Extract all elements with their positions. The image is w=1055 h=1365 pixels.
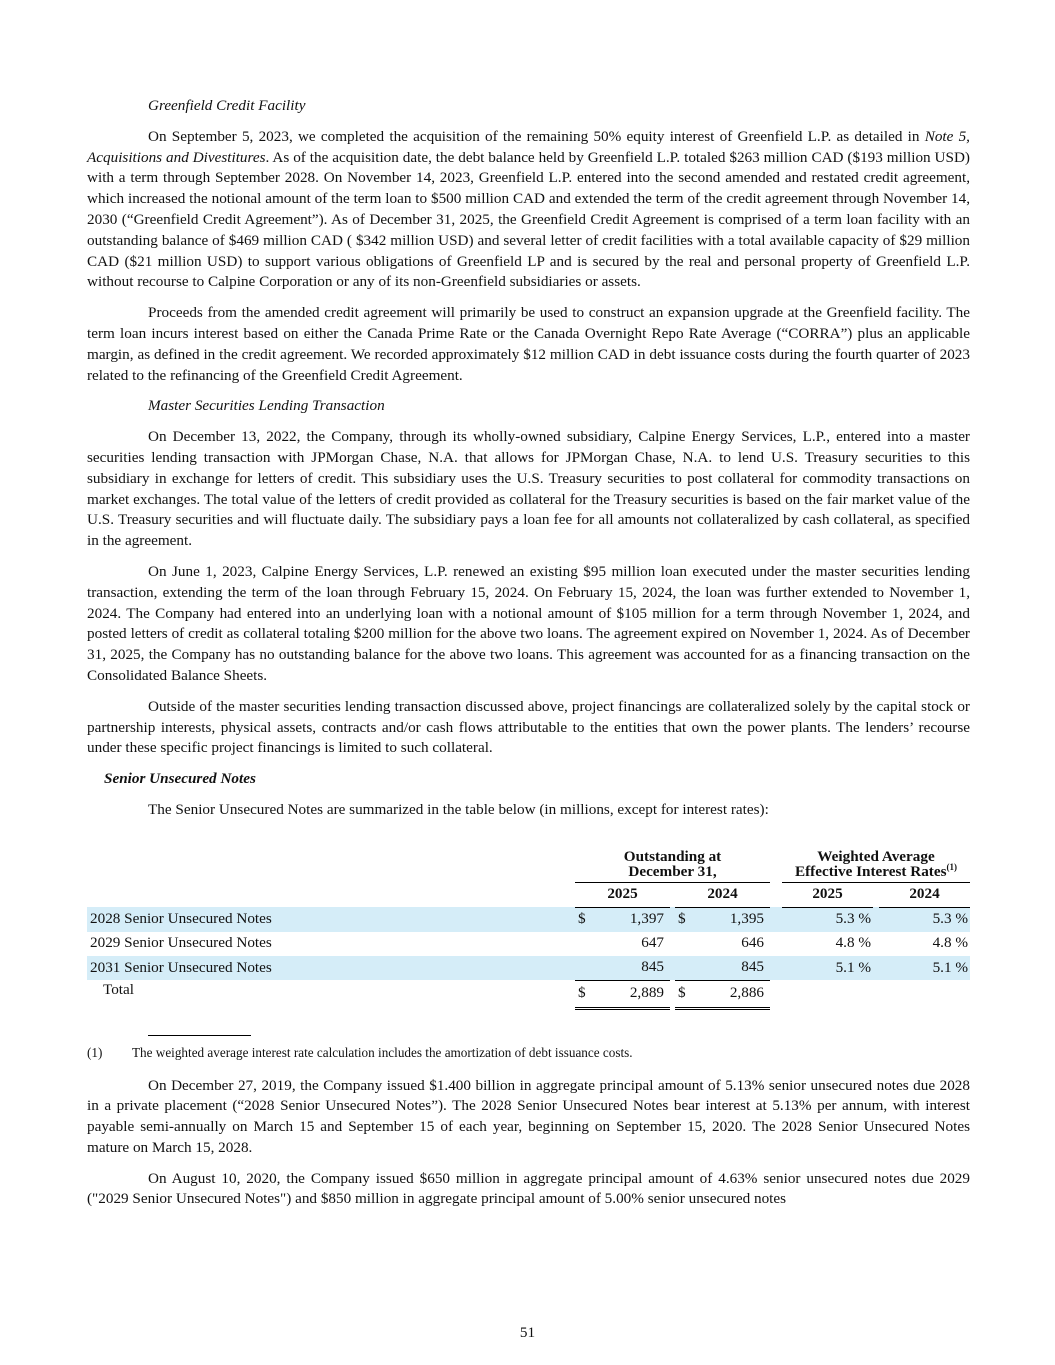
greenfield-paragraph-2: Proceeds from the amended credit agreement will primarily be used to construct an expansion upgrade at the Greenfield facility. The term loan incurs interest based on either the Canada Prime Rate or the Canada Overnight Repo Rate Average (“CORRA”) plus an applicable margin, as defined in the credit agreement. We recorded approximately $12 million CAD in debt issuance costs during the fourth quarter of 2023 related to the refinancing of the Greenfield Credit Agreement. [87,304,970,384]
table-row [87,956,970,981]
greenfield-paragraph-1: On September 5, 2023, we completed the acquisition of the remaining 50% equity interest of Greenfield L.P. as detailed in Note 5, Acquisitions and Divestitures. As of the acquisition date, the debt balance held by Greenfield L.P. totaled $263 million CAD ($193 million USD) with a term through September 2028. On November 14, 2023, Greenfield L.P. entered into the second amended and restated credit agreement, which increased the notional amount of the term loan to $500 million CAD and extended the term of the credit agreement through November 14, 2030 (“Greenfield Credit Agreement”). As of December 31, 2025, the Greenfield Credit Agreement is comprised of a term loan facility with an outstanding balance of $469 million CAD ( $342 million USD) and several letter of credit facilities with a total available capacity of $29 million CAD ($21 million USD) to support various obligations of Greenfield LP and is secured by the real and personal property of Greenfield L.P. without recourse to Calpine Corporation or any of its non-Greenfield subsidiaries or assets. [87,127,970,291]
outstanding-2024: 845 [695,956,770,981]
outstanding-2024: 1,395 [695,907,770,932]
year-header-row [87,883,970,908]
footnote [87,1043,970,1064]
note-reference: Note 5, Acquisitions and Divestitures [87,127,970,166]
greenfield-heading: Greenfield Credit Facility [148,97,306,114]
rate-2024: 5.3 % [879,907,970,932]
rate-2024: 4.8 % [932,934,968,952]
page-number: 51 [519,1324,536,1341]
year-header: 2024 [879,883,970,908]
notes-2028-paragraph: On December 27, 2019, the Company issued $1.400 billion in aggregate principal amount of 5.13% senior unsecured notes due 2028 in a private placement (“2028 Senior Unsecured Notes”). The 2028 Senior Unsecured Notes bear interest at 5.13% per annum, with interest payable semi-annually on March 15 and September 15 of each year, beginning on September 15, 2020. The 2028 Senior Unsecured Notes mature on March 15, 2028. [87,1076,970,1156]
rate-2025: 5.3 % [782,907,873,932]
outstanding-2025: 1,397 [595,907,670,932]
row-label: 2029 Senior Unsecured Notes [90,934,272,952]
rates-header: Weighted Average Effective Interest Rates$^{(1)}$ [782,843,970,883]
footnote-divider [148,1035,251,1036]
table-row [87,932,970,956]
outstanding-2025: 845 [595,956,670,981]
year-header: 2025 [575,883,670,908]
document-page [87,96,970,1220]
footnote-text: The weighted average interest rate calculation includes the amortization of debt issuance costs. [132,1044,633,1060]
outstanding-2025: 647 [641,934,664,952]
row-label: 2031 Senior Unsecured Notes [87,956,571,981]
currency-symbol: $ [675,907,695,932]
row-label: 2028 Senior Unsecured Notes [87,907,571,932]
currency-symbol: $ [675,980,695,1008]
mslt-paragraph-2: On June 1, 2023, Calpine Energy Services, L.P. renewed an existing $95 million loan executed under the master securities lending transaction, extending the term of the loan through February 15, 2024. On February 15, 2024, the loan was further extended to November 1, 2024. The Company had entered into an underlying loan with a notional amount of $105 million for a term through November 1, 2024, and posted letters of credit as collateral totaling $200 million for the above two loans. The agreement expired on November 1, 2024. As of December 31, 2025, the Company has no outstanding balance for the above two loans. This agreement was accounted for as a financing transaction on the Consolidated Balance Sheets. [87,562,970,684]
total-label: Total [103,981,134,999]
currency-symbol: $ [575,907,595,932]
rate-2025: 5.1 % [782,956,873,981]
senior-notes-table [87,843,970,1010]
year-header: 2024 [675,883,770,908]
outstanding-2024: 646 [741,934,764,952]
mslt-heading: Master Securities Lending Transaction [148,397,385,415]
senior-notes-intro: The Senior Unsecured Notes are summarized in the table below (in millions, except for interest rates): [148,800,769,818]
mslt-paragraph-1: On December 13, 2022, the Company, through its wholly-owned subsidiary, Calpine Energy Services, L.P., entered into a master securities lending transaction with JPMorgan Chase, N.A. that allows for JPMorgan Chase, N.A. to lend U.S. Treasury securities to this subsidiary in exchange for letters of credit. This subsidiary uses the U.S. Treasury securities to post collateral for commodity transactions on market exchanges. The total value of the letters of credit provided as collateral for the Treasury securities is based on the fair market value of the U.S. Treasury securities and will fluctuate daily. The subsidiary pays a loan fee for all amounts not collateralized by cash collateral, as specified in the agreement. [87,428,970,550]
notes-2029-paragraph: On August 10, 2020, the Company issued $650 million in aggregate principal amount of 4.63% senior unsecured notes due 2029 ("2029 Senior Unsecured Notes") and $850 million in aggregate principal amount of 5.00% senior unsecured notes [87,1169,970,1208]
rate-2024: 5.1 % [879,956,970,981]
year-header: 2025 [782,883,873,908]
rate-2025: 4.8 % [835,934,871,952]
currency-symbol: $ [575,980,595,1008]
outstanding-header: Outstanding at December 31, [575,843,770,883]
footnote-mark: (1) [87,1044,103,1060]
total-2025: 2,889 [595,980,670,1008]
mslt-paragraph-3: Outside of the master securities lending transaction discussed above, project financings are collateralized solely by the capital stock or partnership interests, physical assets, contracts and/or cash flows attributable to the entities that own the power plants. The lenders’ recourse under these specific project financings is limited to such collateral. [87,697,970,757]
table-row [87,907,970,932]
total-2024: 2,886 [695,980,770,1008]
total-row [87,980,970,1008]
senior-notes-heading: Senior Unsecured Notes [104,770,256,788]
